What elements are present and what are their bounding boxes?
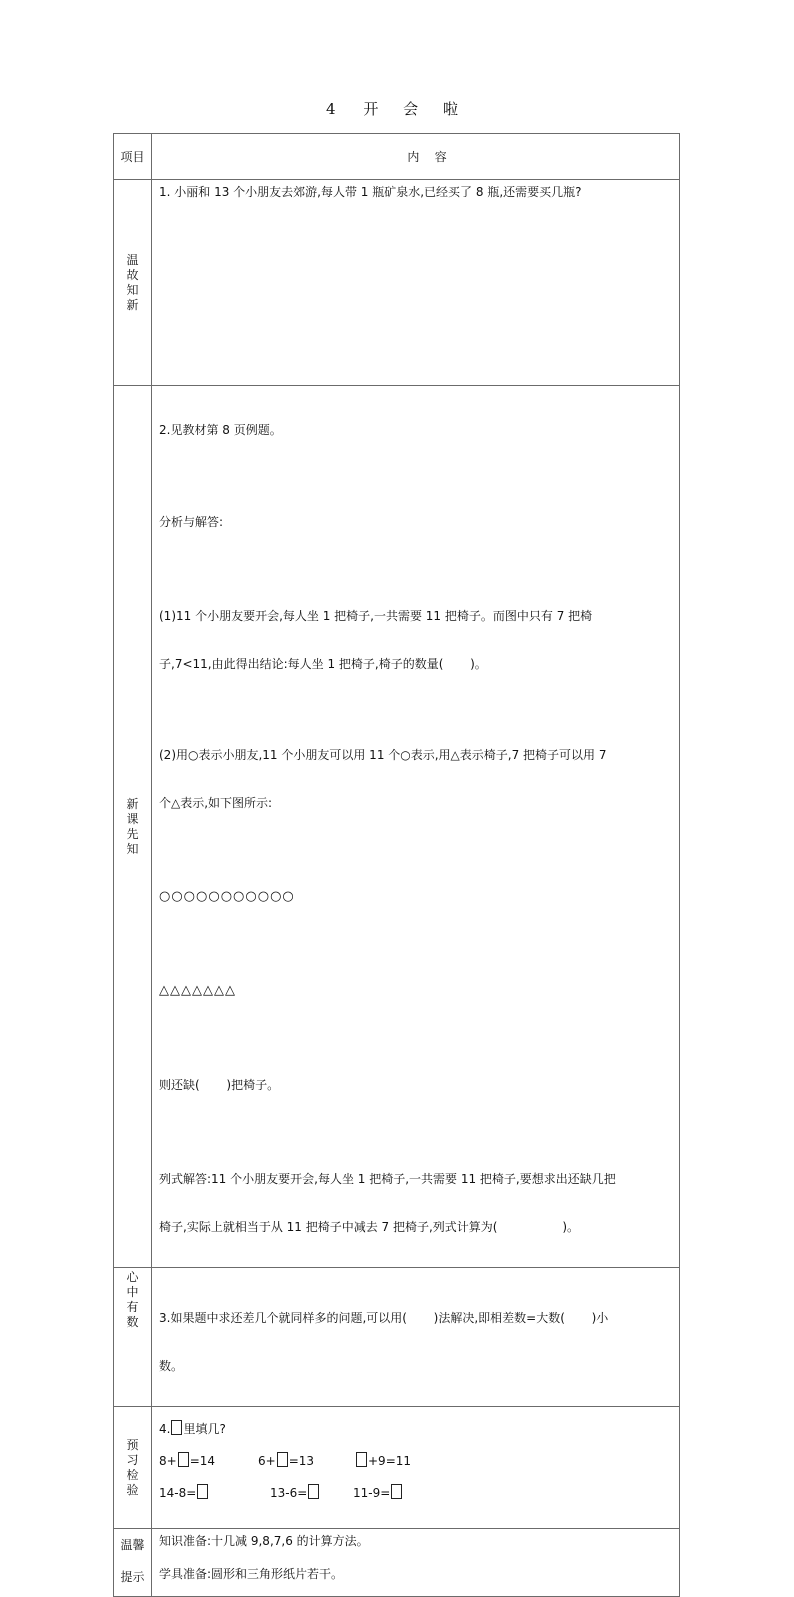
preview-label [126,797,140,857]
part-2-line-1: (2)用○表示小朋友,11 个小朋友可以用 11 个○表示,用△表示椅子,7 把椅子可以用 7 [159,748,607,762]
question-3-line-1: 3.如果题中求还差几个就同样多的问题,可以用( )法解决,即相差数=大数( )小 [159,1311,609,1325]
check-label-cell [114,1407,152,1529]
question-4-number: 4. [159,1422,171,1436]
worksheet-table [113,133,680,1597]
equation-left: 14-8= [159,1486,197,1500]
preview-label-cell [114,386,152,1268]
answer-box[interactable] [356,1452,367,1467]
check-row [114,1407,680,1529]
equation-row-2 [159,1484,673,1500]
preview-row [114,386,680,1268]
header-row [114,134,680,180]
label-char: 心 [126,1270,139,1284]
label-char: 中 [126,1285,139,1299]
formula-line-2: 椅子,实际上就相当于从 11 把椅子中减去 7 把椅子,列式计算为( )。 [159,1220,580,1234]
label-char: 验 [126,1482,139,1497]
preview-content-cell [152,386,680,1268]
label-char: 知 [126,282,139,297]
question-2: 2.见教材第 8 页例题。 [159,423,282,437]
label-char: 故 [126,267,139,282]
label-char: 数 [126,1315,139,1329]
answer-box[interactable] [277,1452,288,1467]
title-word: 开 [363,100,380,118]
question-3-line-2: 数。 [159,1359,184,1373]
check-content-cell [152,1407,680,1529]
part-2-line-2: 个△表示,如下图所示: [159,796,273,810]
circles-row: ○○○○○○○○○○○ [159,889,295,904]
formula-line-1: 列式解答:11 个小朋友要开会,每人坐 1 把椅子,一共需要 11 把椅子,要想求出还缺几把 [159,1172,616,1186]
label-char: 新 [126,796,139,811]
equation-left: 11-9= [353,1486,391,1500]
label-char: 有 [126,1300,139,1314]
part-1-line-2: 子,7<11,由此得出结论:每人坐 1 把椅子,椅子的数量( )。 [159,657,487,671]
equation [159,1452,215,1469]
label-char: 检 [126,1467,139,1482]
equation-left: 13-6= [270,1486,308,1500]
tips-content-cell [152,1529,680,1597]
mind-row [114,1268,680,1407]
header-content-label: 内 容 [407,150,447,164]
review-row [114,180,680,386]
label-char: 课 [126,811,139,826]
lesson-number: 4 [326,100,337,118]
label-char: 预 [126,1437,139,1452]
equation-row-1 [159,1452,673,1468]
answer-box[interactable] [171,1420,182,1435]
title-word: 啦 [442,100,459,118]
lack-question: 则还缺( )把椅子。 [159,1078,280,1092]
page-title [0,98,794,119]
header-item-label: 项目 [120,150,145,164]
mind-label-cell [114,1268,152,1407]
tips-line-1: 知识准备:十几减 9,8,7,6 的计算方法。 [159,1534,369,1548]
label-char: 新 [126,297,139,312]
equation-right: =13 [288,1454,315,1468]
equation-left: 6+ [258,1454,276,1468]
header-item-cell [114,134,152,180]
equation-right: =14 [189,1454,216,1468]
review-content-cell [152,180,680,386]
mind-content-cell [152,1268,680,1407]
question-1: 1. 小丽和 13 个小朋友去郊游,每人带 1 瓶矿泉水,已经买了 8 瓶,还需要买几瓶? [159,185,582,199]
review-label-cell [114,180,152,386]
triangles-row: △△△△△△△ [159,983,236,998]
header-content-cell [152,134,680,180]
tips-line-2: 学具准备:圆形和三角形纸片若干。 [159,1567,344,1581]
answer-box[interactable] [178,1452,189,1467]
answer-box[interactable] [197,1484,208,1499]
label-char: 习 [126,1452,139,1467]
tips-label-2: 提示 [120,1570,145,1584]
tips-row [114,1529,680,1597]
equation [353,1484,403,1501]
equation [355,1452,411,1469]
equation [258,1452,314,1469]
review-label [126,253,140,313]
analysis-heading: 分析与解答: [159,515,224,529]
tips-label-cell [114,1529,152,1597]
answer-box[interactable] [308,1484,319,1499]
equation-right: +9=11 [368,1454,412,1468]
equation-left: 8+ [159,1454,177,1468]
question-4-text: 里填几? [183,1422,226,1436]
title-word: 会 [403,100,420,118]
tips-label-1: 温馨 [120,1538,145,1552]
answer-box[interactable] [391,1484,402,1499]
label-char: 温 [126,252,139,267]
check-label [126,1438,140,1498]
part-1-line-1: (1)11 个小朋友要开会,每人坐 1 把椅子,一共需要 11 把椅子。而图中只有 7 把椅 [159,609,593,623]
label-char: 知 [126,841,139,856]
question-4 [159,1420,673,1437]
equation [270,1484,320,1501]
mind-label [126,1270,140,1330]
equation [159,1484,209,1501]
label-char: 先 [126,826,139,841]
